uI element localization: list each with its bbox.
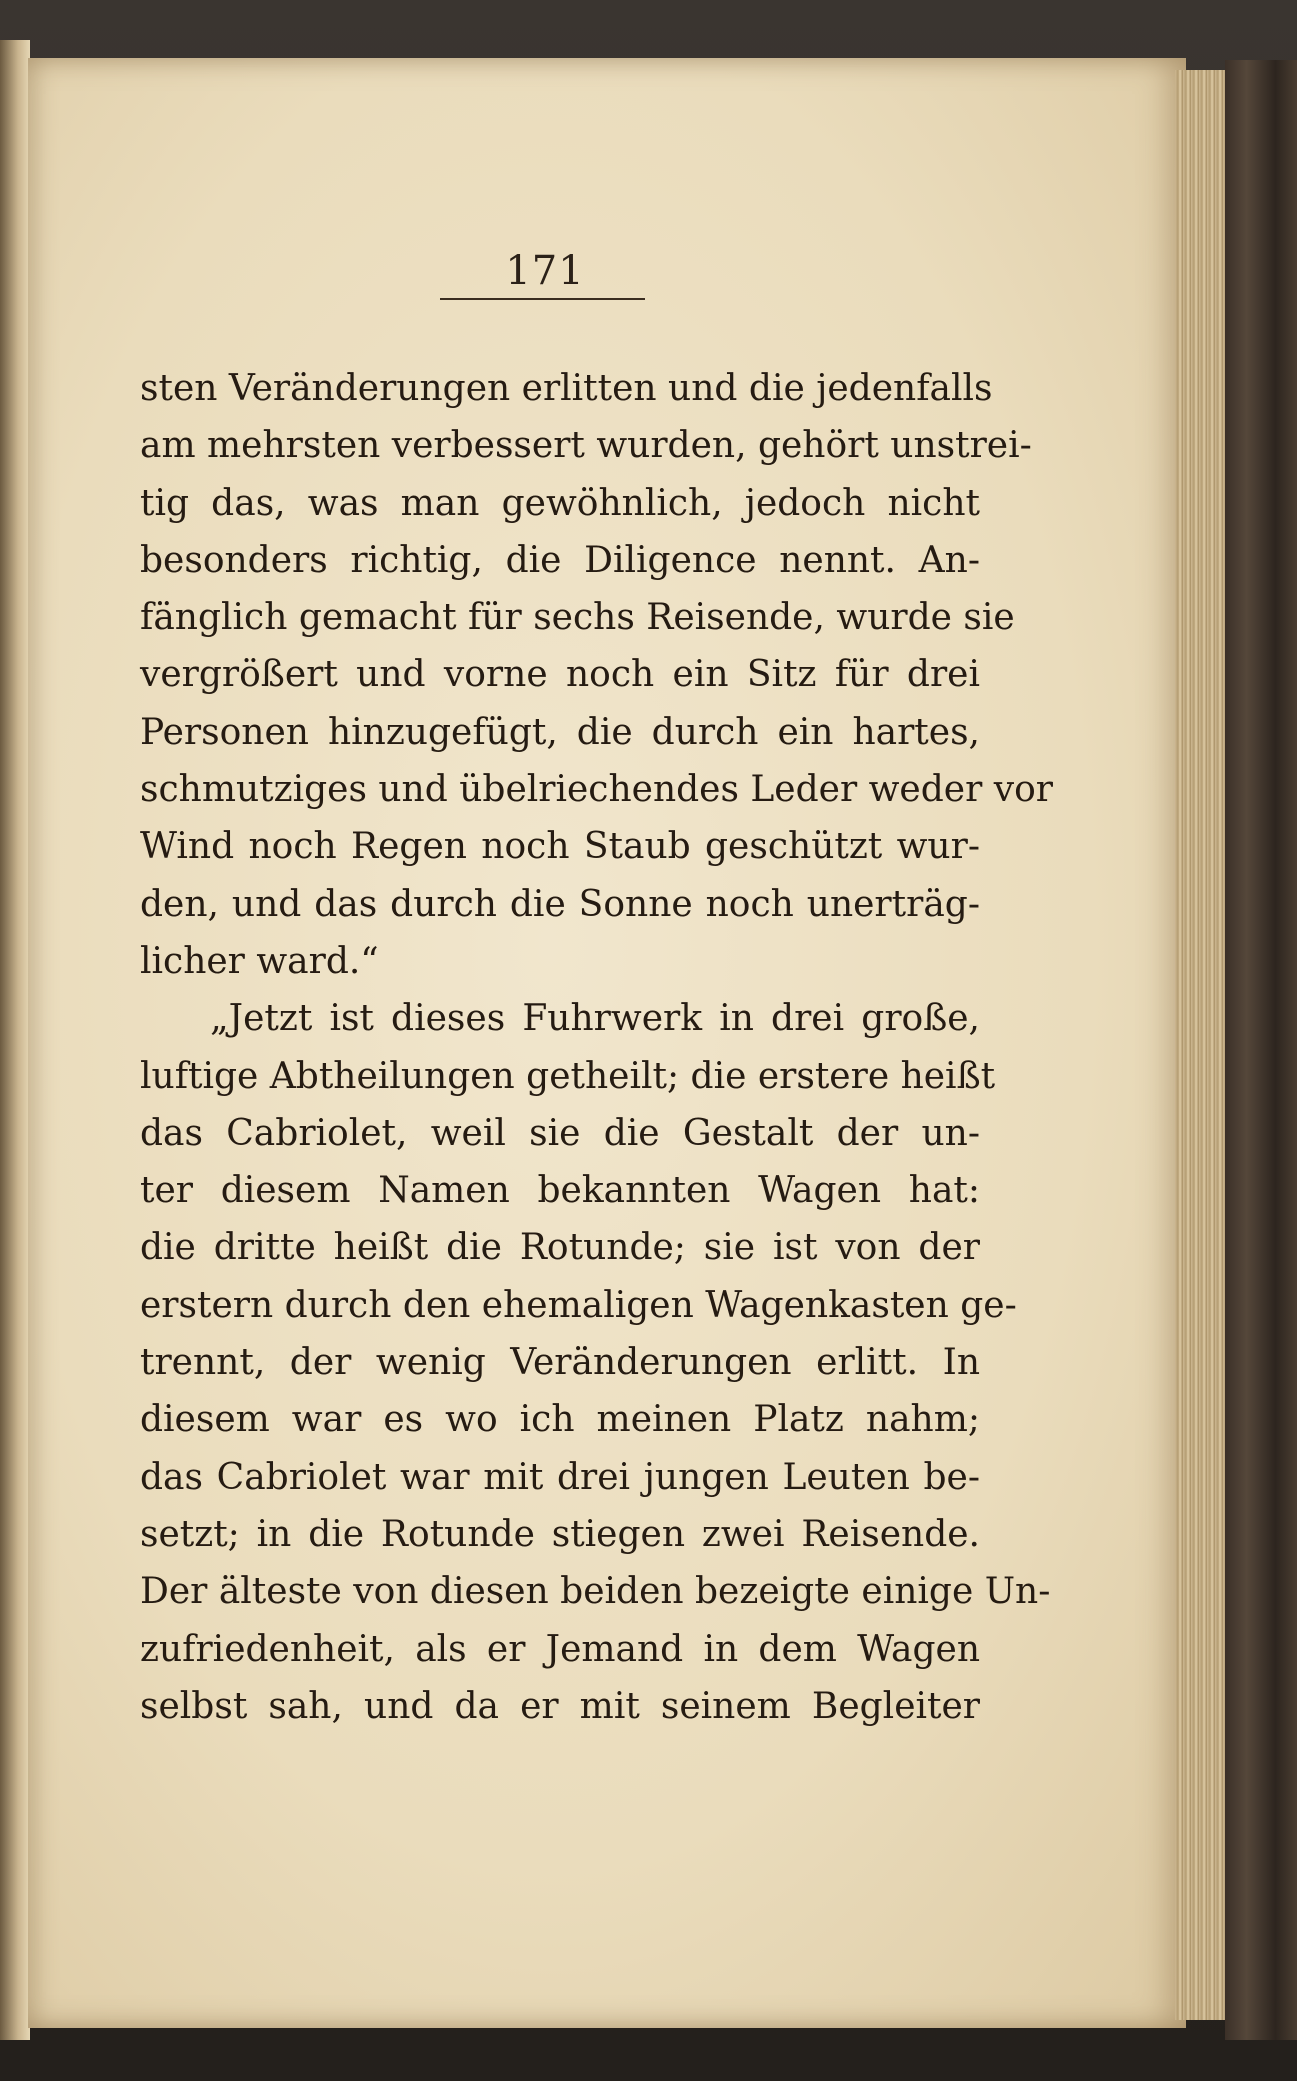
- text-line: Wind noch Regen noch Staub geschützt wur-: [140, 826, 980, 868]
- header-rule: [440, 298, 645, 300]
- text-line: licher ward.“: [140, 940, 379, 982]
- text-line: die dritte heißt die Rotunde; sie ist von der: [140, 1227, 980, 1269]
- text-line: tig das, was man gewöhnlich, jedoch nicht: [140, 482, 980, 524]
- text-line: den, und das durch die Sonne noch unerträg-: [140, 883, 980, 925]
- text-line: besonders richtig, die Diligence nennt. An-: [140, 539, 980, 581]
- text-line: Personen hinzugefügt, die durch ein hartes,: [140, 711, 980, 753]
- text-line: sten Veränderungen erlitten und die jedenfalls: [140, 368, 993, 409]
- text-line: vergrößert und vorne noch ein Sitz für drei: [140, 654, 980, 696]
- text-line: zufriedenheit, als er Jemand in dem Wagen: [140, 1628, 980, 1670]
- facing-page-edge: [0, 40, 30, 2040]
- text-line: setzt; in die Rotunde stiegen zwei Reisende.: [140, 1513, 980, 1555]
- body-text: [140, 360, 1053, 1735]
- text-line: fänglich gemacht für sechs Reisende, wurde sie: [140, 597, 1015, 639]
- text-line: am mehrsten verbessert wurden, gehört unstrei-: [140, 425, 1032, 467]
- text-line: das Cabriolet, weil sie die Gestalt der un-: [140, 1112, 980, 1154]
- page-number: 171: [505, 248, 585, 294]
- text-line: „Jetzt ist dieses Fuhrwerk in drei große,: [210, 998, 980, 1040]
- text-line: ter diesem Namen bekannten Wagen hat:: [140, 1170, 980, 1212]
- text-line: selbst sah, und da er mit seinem Begleiter: [140, 1685, 980, 1727]
- book-cover-edge: [1225, 60, 1297, 2040]
- text-line: das Cabriolet war mit drei jungen Leuten be-: [140, 1456, 980, 1498]
- text-line: schmutziges und übelriechendes Leder weder vor: [140, 769, 1053, 811]
- text-line: Der älteste von diesen beiden bezeigte einige Un-: [140, 1571, 1051, 1613]
- text-line: erstern durch den ehemaligen Wagenkasten ge-: [140, 1284, 1017, 1326]
- text-line: luftige Abtheilungen getheilt; die erstere heißt: [140, 1055, 996, 1097]
- text-line: diesem war es wo ich meinen Platz nahm;: [140, 1399, 980, 1441]
- text-line: trennt, der wenig Veränderungen erlitt. In: [140, 1342, 980, 1384]
